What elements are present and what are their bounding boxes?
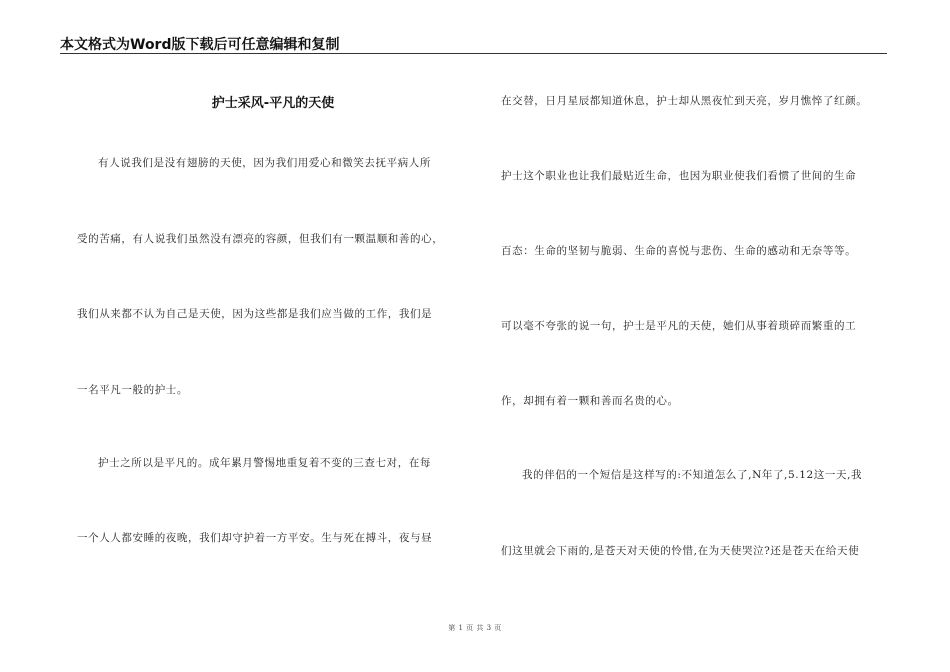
paragraph-line: 护士之所以是平凡的。成年累月警惕地重复着不变的三查七对，在每 <box>98 457 431 469</box>
paragraph-line: 我们从来都不认为自己是天使，因为这些都是我们应当做的工作，我们是 <box>77 308 433 320</box>
right-column <box>501 0 895 672</box>
left-column <box>77 0 469 672</box>
paragraph-line: 百态：生命的坚韧与脆弱、生命的喜悦与悲伤、生命的感动和无奈等等。 <box>501 245 857 257</box>
paragraph-line: 我的伴侣的一个短信是这样写的:不知道怎么了,N年了,5.12这一天,我 <box>522 469 863 481</box>
paragraph-line: 护士这个职业也让我们最贴近生命，也因为职业使我们看惯了世间的生命 <box>501 170 857 182</box>
paragraph-line: 可以毫不夸张的说一句，护士是平凡的天使，她们从事着琐碎而繁重的工 <box>501 320 857 332</box>
page-number: 第 1 页 共 3 页 <box>448 624 502 632</box>
article-title: 护士采风-平凡的天使 <box>211 96 335 111</box>
paragraph-line: 们这里就会下雨的,是苍天对天使的怜惜,在为天使哭泣?还是苍天在给天使 <box>501 545 860 557</box>
paragraph-line: 一个人人都安睡的夜晚，我们却守护着一方平安。生与死在搏斗，夜与昼 <box>77 532 433 544</box>
document-banner: 本文格式为Word版下载后可任意编辑和复制 <box>60 37 340 53</box>
paragraph-line: 有人说我们是没有翅膀的天使，因为我们用爱心和微笑去抚平病人所 <box>98 157 431 169</box>
paragraph-line: 受的苦痛，有人说我们虽然没有漂亮的容颜，但我们有一颗温顺和善的心， <box>77 233 444 245</box>
paragraph-line: 一名平凡一般的护士。 <box>77 384 188 396</box>
paragraph-line: 作，却拥有着一颗和善而名贵的心。 <box>501 395 679 407</box>
paragraph-line: 在交替，日月星辰都知道休息，护士却从黑夜忙到天亮，岁月憔悴了红颜。 <box>501 95 868 107</box>
